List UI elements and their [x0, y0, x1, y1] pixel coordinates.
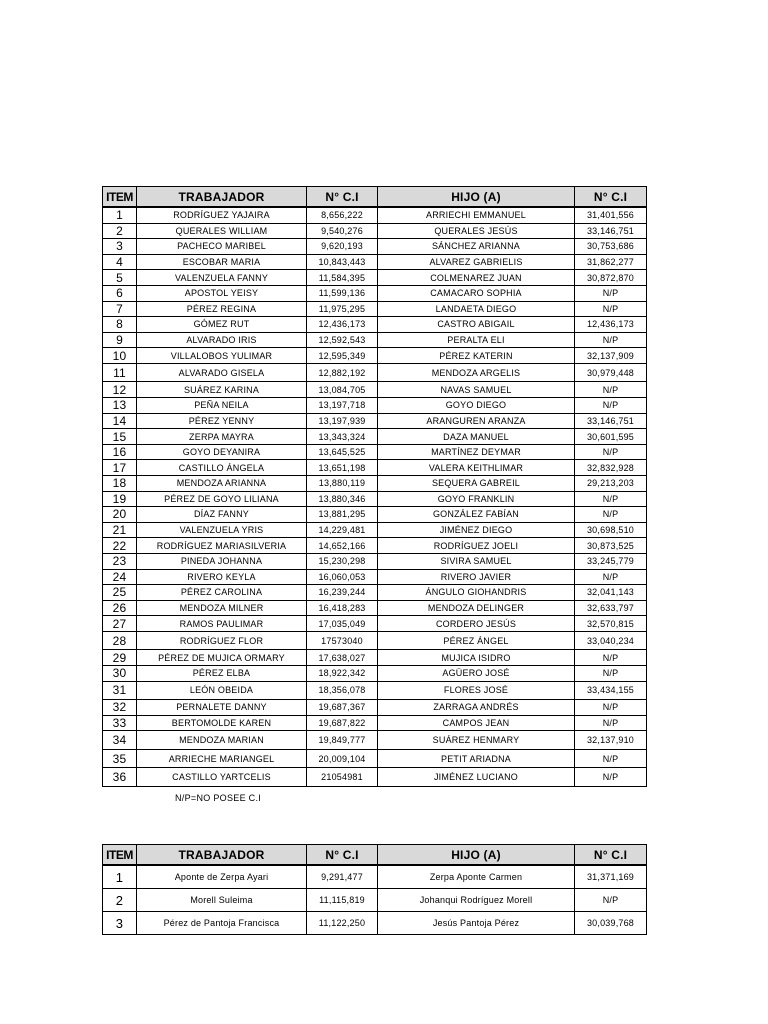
hijo-cell: DAZA MANUEL: [378, 429, 575, 445]
item-cell: 32: [103, 700, 137, 716]
table-row: [103, 585, 647, 601]
trabajador-cell: CASTILLO ÁNGELA: [137, 460, 307, 476]
ci-hijo-cell: 30,601,595: [575, 429, 647, 445]
ci-hijo-cell: 30,753,686: [575, 239, 647, 255]
ci-cell: 8,656,222: [307, 207, 378, 223]
hijo-cell: ZARRAGA ANDRÉS: [378, 700, 575, 716]
ci-cell: 17,035,049: [307, 616, 378, 632]
hijo-cell: GONZÁLEZ FABÍAN: [378, 507, 575, 523]
ci-cell: 9,540,276: [307, 223, 378, 239]
ci-hijo-cell: N/P: [575, 889, 647, 912]
trabajador-cell: VALENZUELA YRIS: [137, 522, 307, 538]
item-cell: 3: [103, 912, 137, 935]
ci-cell: 12,436,173: [307, 317, 378, 333]
ci-hijo-cell: 33,245,779: [575, 553, 647, 569]
ci-hijo-cell: N/P: [575, 749, 647, 768]
ci-hijo-cell: N/P: [575, 444, 647, 460]
table-row: [103, 865, 647, 889]
ci-hijo-cell: N/P: [575, 700, 647, 716]
ci-hijo-cell: 30,039,768: [575, 912, 647, 935]
trabajador-cell: PEÑA NEILA: [137, 398, 307, 414]
table-row: [103, 522, 647, 538]
ci-cell: 21054981: [307, 768, 378, 787]
hijo-cell: ÁNGULO GIOHANDRIS: [378, 585, 575, 601]
trabajador-cell: GOYO DEYANIRA: [137, 444, 307, 460]
table-row: [103, 413, 647, 429]
ci-cell: 13,084,705: [307, 382, 378, 398]
table-row: [103, 285, 647, 301]
item-cell: 13: [103, 398, 137, 414]
ci-cell: 13,197,939: [307, 413, 378, 429]
hijo-cell: ALVAREZ GABRIELIS: [378, 254, 575, 270]
ci-hijo-cell: N/P: [575, 285, 647, 301]
item-cell: 33: [103, 715, 137, 731]
table-row: [103, 616, 647, 632]
hijo-cell: NAVAS SAMUEL: [378, 382, 575, 398]
table-row: [103, 666, 647, 682]
item-cell: 6: [103, 285, 137, 301]
ci-hijo-cell: 32,137,909: [575, 348, 647, 364]
ci-hijo-cell: 29,213,203: [575, 476, 647, 492]
ci-cell: 19,687,822: [307, 715, 378, 731]
trabajador-cell: LEÓN OBEIDA: [137, 681, 307, 700]
table-row: [103, 207, 647, 223]
hijo-cell: PÉREZ ÁNGEL: [378, 631, 575, 650]
ci-cell: 10,843,443: [307, 254, 378, 270]
trabajador-cell: MENDOZA ARIANNA: [137, 476, 307, 492]
ci-cell: 11,599,136: [307, 285, 378, 301]
trabajador-cell: SUÁREZ KARINA: [137, 382, 307, 398]
hijo-cell: LANDAETA DIEGO: [378, 301, 575, 317]
item-cell: 8: [103, 317, 137, 333]
hijo-cell: MENDOZA ARGELIS: [378, 363, 575, 382]
item-cell: 36: [103, 768, 137, 787]
trabajador-cell: ARRIECHE MARIANGEL: [137, 749, 307, 768]
ci-hijo-cell: 30,979,448: [575, 363, 647, 382]
hijo-cell: CORDERO JESÚS: [378, 616, 575, 632]
table-header-row: [103, 845, 647, 866]
table-row: [103, 301, 647, 317]
item-cell: 4: [103, 254, 137, 270]
hijo-cell: RODRÍGUEZ JOELI: [378, 538, 575, 554]
ci-hijo-cell: 30,698,510: [575, 522, 647, 538]
table-row: [103, 600, 647, 616]
table-row: [103, 538, 647, 554]
ci-cell: 11,115,819: [307, 889, 378, 912]
table-row: [103, 460, 647, 476]
table-row: [103, 569, 647, 585]
table-row: [103, 749, 647, 768]
item-cell: 31: [103, 681, 137, 700]
children-table-main: [102, 186, 647, 787]
trabajador-cell: ALVARADO IRIS: [137, 332, 307, 348]
hijo-cell: VALERA KEITHLIMAR: [378, 460, 575, 476]
table-row: [103, 348, 647, 364]
table-row: [103, 429, 647, 445]
header-ci: N° C.I: [307, 845, 378, 866]
header-ci: N° C.I: [307, 187, 378, 208]
hijo-cell: PÉREZ KATERIN: [378, 348, 575, 364]
ci-cell: 19,849,777: [307, 731, 378, 750]
item-cell: 9: [103, 332, 137, 348]
ci-cell: 18,922,342: [307, 666, 378, 682]
table-row: [103, 681, 647, 700]
ci-hijo-cell: 30,872,870: [575, 270, 647, 286]
ci-cell: 11,122,250: [307, 912, 378, 935]
trabajador-cell: ZERPA MAYRA: [137, 429, 307, 445]
ci-cell: 18,356,078: [307, 681, 378, 700]
ci-hijo-cell: 33,040,234: [575, 631, 647, 650]
hijo-cell: ARANGUREN ARANZA: [378, 413, 575, 429]
header-hijo: HIJO (A): [378, 845, 575, 866]
item-cell: 35: [103, 749, 137, 768]
item-cell: 26: [103, 600, 137, 616]
trabajador-cell: APOSTOL YEISY: [137, 285, 307, 301]
hijo-cell: COLMENAREZ JUAN: [378, 270, 575, 286]
trabajador-cell: PÉREZ ELBA: [137, 666, 307, 682]
ci-cell: 11,975,295: [307, 301, 378, 317]
ci-hijo-cell: 32,137,910: [575, 731, 647, 750]
ci-hijo-cell: 32,633,797: [575, 600, 647, 616]
item-cell: 20: [103, 507, 137, 523]
item-cell: 2: [103, 223, 137, 239]
item-cell: 16: [103, 444, 137, 460]
hijo-cell: CASTRO ABIGAIL: [378, 317, 575, 333]
hijo-cell: MUJICA ISIDRO: [378, 650, 575, 666]
item-cell: 30: [103, 666, 137, 682]
ci-hijo-cell: 31,862,277: [575, 254, 647, 270]
ci-hijo-cell: 33,434,155: [575, 681, 647, 700]
hijo-cell: GOYO FRANKLIN: [378, 491, 575, 507]
item-cell: 19: [103, 491, 137, 507]
hijo-cell: RIVERO JAVIER: [378, 569, 575, 585]
table-row: [103, 912, 647, 935]
table-row: [103, 317, 647, 333]
hijo-cell: PERALTA ELI: [378, 332, 575, 348]
hijo-cell: FLORES JOSÉ: [378, 681, 575, 700]
table-row: [103, 444, 647, 460]
ci-cell: 14,229,481: [307, 522, 378, 538]
trabajador-cell: Morell Suleima: [137, 889, 307, 912]
item-cell: 25: [103, 585, 137, 601]
hijo-cell: AGÜERO JOSÉ: [378, 666, 575, 682]
hijo-cell: Zerpa Aponte Carmen: [378, 865, 575, 889]
hijo-cell: JIMÉNEZ LUCIANO: [378, 768, 575, 787]
item-cell: 10: [103, 348, 137, 364]
table-row: [103, 254, 647, 270]
trabajador-cell: ESCOBAR MARIA: [137, 254, 307, 270]
ci-hijo-cell: N/P: [575, 301, 647, 317]
ci-cell: 9,291,477: [307, 865, 378, 889]
table-row: [103, 889, 647, 912]
ci-cell: 16,418,283: [307, 600, 378, 616]
item-cell: 3: [103, 239, 137, 255]
table-row: [103, 363, 647, 382]
trabajador-cell: RODRÍGUEZ FLOR: [137, 631, 307, 650]
trabajador-cell: RODRÍGUEZ YAJAIRA: [137, 207, 307, 223]
hijo-cell: GOYO DIEGO: [378, 398, 575, 414]
trabajador-cell: PACHECO MARIBEL: [137, 239, 307, 255]
ci-hijo-cell: 30,873,525: [575, 538, 647, 554]
ci-cell: 15,230,298: [307, 553, 378, 569]
trabajador-cell: DÍAZ FANNY: [137, 507, 307, 523]
table-row: [103, 476, 647, 492]
ci-hijo-cell: 32,832,928: [575, 460, 647, 476]
item-cell: 18: [103, 476, 137, 492]
table-row: [103, 382, 647, 398]
ci-hijo-cell: N/P: [575, 768, 647, 787]
hijo-cell: Johanqui Rodríguez Morell: [378, 889, 575, 912]
ci-cell: 16,239,244: [307, 585, 378, 601]
ci-hijo-cell: N/P: [575, 491, 647, 507]
item-cell: 15: [103, 429, 137, 445]
table-row: [103, 650, 647, 666]
table-row: [103, 731, 647, 750]
header-hijo: HIJO (A): [378, 187, 575, 208]
table-row: [103, 270, 647, 286]
hijo-cell: SÁNCHEZ ARIANNA: [378, 239, 575, 255]
hijo-cell: MARTÍNEZ DEYMAR: [378, 444, 575, 460]
trabajador-cell: RIVERO KEYLA: [137, 569, 307, 585]
ci-hijo-cell: N/P: [575, 666, 647, 682]
hijo-cell: SIVIRA SAMUEL: [378, 553, 575, 569]
item-cell: 34: [103, 731, 137, 750]
hijo-cell: JIMÉNEZ DIEGO: [378, 522, 575, 538]
ci-cell: 13,645,525: [307, 444, 378, 460]
ci-cell: 13,197,718: [307, 398, 378, 414]
ci-cell: 13,880,346: [307, 491, 378, 507]
hijo-cell: Jesús Pantoja Pérez: [378, 912, 575, 935]
trabajador-cell: Aponte de Zerpa Ayari: [137, 865, 307, 889]
hijo-cell: CAMPOS JEAN: [378, 715, 575, 731]
hijo-cell: MENDOZA DELINGER: [378, 600, 575, 616]
item-cell: 23: [103, 553, 137, 569]
item-cell: 1: [103, 207, 137, 223]
ci-cell: 13,651,198: [307, 460, 378, 476]
ci-hijo-cell: N/P: [575, 569, 647, 585]
trabajador-cell: PINEDA JOHANNA: [137, 553, 307, 569]
ci-hijo-cell: 32,570,815: [575, 616, 647, 632]
ci-hijo-cell: N/P: [575, 715, 647, 731]
item-cell: 11: [103, 363, 137, 382]
trabajador-cell: PÉREZ DE GOYO LILIANA: [137, 491, 307, 507]
ci-hijo-cell: 12,436,173: [575, 317, 647, 333]
ci-cell: 12,592,543: [307, 332, 378, 348]
item-cell: 29: [103, 650, 137, 666]
hijo-cell: ARRIECHI EMMANUEL: [378, 207, 575, 223]
trabajador-cell: RODRÍGUEZ MARIASILVERIA: [137, 538, 307, 554]
table-row: [103, 239, 647, 255]
ci-cell: 13,343,324: [307, 429, 378, 445]
trabajador-cell: MENDOZA MILNER: [137, 600, 307, 616]
trabajador-cell: PÉREZ REGINA: [137, 301, 307, 317]
ci-hijo-cell: N/P: [575, 382, 647, 398]
trabajador-cell: VILLALOBOS YULIMAR: [137, 348, 307, 364]
hijo-cell: PETIT ARIADNA: [378, 749, 575, 768]
hijo-cell: QUERALES JESÚS: [378, 223, 575, 239]
ci-hijo-cell: 31,371,169: [575, 865, 647, 889]
ci-cell: 16,060,053: [307, 569, 378, 585]
ci-hijo-cell: 33,146,751: [575, 413, 647, 429]
item-cell: 14: [103, 413, 137, 429]
header-item: ITEM: [103, 845, 137, 866]
trabajador-cell: VALENZUELA FANNY: [137, 270, 307, 286]
header-trabajador: TRABAJADOR: [137, 845, 307, 866]
item-cell: 22: [103, 538, 137, 554]
footnote: N/P=NO POSEE C.I: [175, 793, 262, 803]
ci-cell: 20,009,104: [307, 749, 378, 768]
trabajador-cell: BERTOMOLDE KAREN: [137, 715, 307, 731]
header-ci-hijo: N° C.I: [575, 187, 647, 208]
ci-cell: 12,882,192: [307, 363, 378, 382]
hijo-cell: SEQUERA GABREIL: [378, 476, 575, 492]
table-row: [103, 700, 647, 716]
trabajador-cell: ALVARADO GISELA: [137, 363, 307, 382]
trabajador-cell: PÉREZ DE MUJICA ORMARY: [137, 650, 307, 666]
trabajador-cell: MENDOZA MARIAN: [137, 731, 307, 750]
trabajador-cell: GÓMEZ RUT: [137, 317, 307, 333]
table-row: [103, 553, 647, 569]
hijo-cell: SUÁREZ HENMARY: [378, 731, 575, 750]
item-cell: 24: [103, 569, 137, 585]
table-row: [103, 631, 647, 650]
ci-hijo-cell: 33,146,751: [575, 223, 647, 239]
ci-cell: 9,620,193: [307, 239, 378, 255]
trabajador-cell: QUERALES WILLIAM: [137, 223, 307, 239]
table-row: [103, 332, 647, 348]
ci-cell: 13,880,119: [307, 476, 378, 492]
ci-cell: 19,687,367: [307, 700, 378, 716]
ci-hijo-cell: 31,401,556: [575, 207, 647, 223]
item-cell: 1: [103, 865, 137, 889]
table-row: [103, 491, 647, 507]
table-row: [103, 507, 647, 523]
table-row: [103, 398, 647, 414]
item-cell: 7: [103, 301, 137, 317]
header-ci-hijo: N° C.I: [575, 845, 647, 866]
ci-cell: 17573040: [307, 631, 378, 650]
ci-cell: 13,881,295: [307, 507, 378, 523]
ci-hijo-cell: N/P: [575, 650, 647, 666]
ci-cell: 17,638,027: [307, 650, 378, 666]
trabajador-cell: RAMOS PAULIMAR: [137, 616, 307, 632]
item-cell: 27: [103, 616, 137, 632]
ci-hijo-cell: N/P: [575, 332, 647, 348]
item-cell: 17: [103, 460, 137, 476]
trabajador-cell: CASTILLO YARTCELIS: [137, 768, 307, 787]
item-cell: 21: [103, 522, 137, 538]
header-item: ITEM: [103, 187, 137, 208]
ci-cell: 11,584,395: [307, 270, 378, 286]
trabajador-cell: PERNALETE DANNY: [137, 700, 307, 716]
item-cell: 2: [103, 889, 137, 912]
table-row: [103, 768, 647, 787]
trabajador-cell: PÉREZ YENNY: [137, 413, 307, 429]
header-trabajador: TRABAJADOR: [137, 187, 307, 208]
item-cell: 5: [103, 270, 137, 286]
hijo-cell: CAMACARO SOPHIA: [378, 285, 575, 301]
ci-hijo-cell: N/P: [575, 398, 647, 414]
ci-cell: 14,652,166: [307, 538, 378, 554]
ci-cell: 12,595,349: [307, 348, 378, 364]
trabajador-cell: PÉREZ CAROLINA: [137, 585, 307, 601]
table-header-row: [103, 187, 647, 208]
item-cell: 28: [103, 631, 137, 650]
ci-hijo-cell: 32,041,143: [575, 585, 647, 601]
item-cell: 12: [103, 382, 137, 398]
table-row: [103, 715, 647, 731]
trabajador-cell: Pérez de Pantoja Francisca: [137, 912, 307, 935]
table-row: [103, 223, 647, 239]
children-table-secondary: [102, 844, 647, 935]
ci-hijo-cell: N/P: [575, 507, 647, 523]
